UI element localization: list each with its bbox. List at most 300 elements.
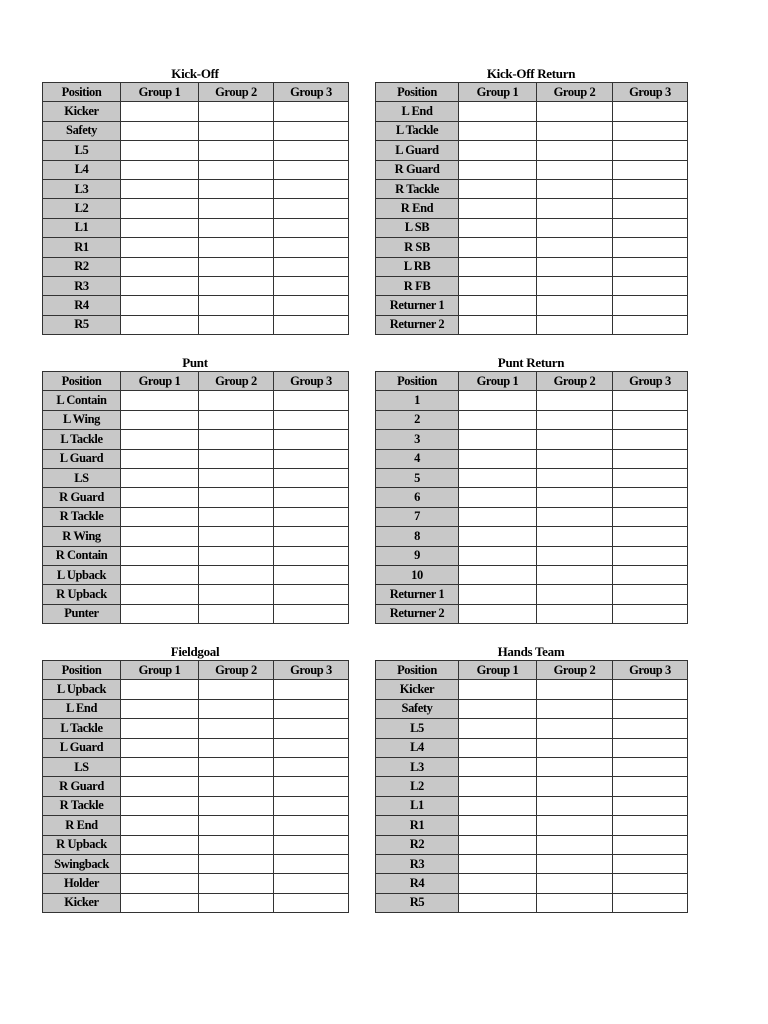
table-row <box>376 874 688 893</box>
group-2-cell[interactable] <box>199 893 274 912</box>
column-header: Group 3 <box>613 661 688 680</box>
group-2-cell[interactable] <box>199 199 274 218</box>
group-2-cell[interactable] <box>199 835 274 854</box>
group-3-cell[interactable] <box>274 238 349 257</box>
group-3-cell[interactable] <box>274 218 349 237</box>
group-2-cell[interactable] <box>199 315 274 334</box>
group-2-cell[interactable] <box>537 449 613 468</box>
group-3-cell[interactable] <box>274 565 349 584</box>
group-3-cell[interactable] <box>274 546 349 565</box>
position-label: Safety <box>376 699 459 718</box>
group-3-cell[interactable] <box>274 507 349 526</box>
group-3-cell[interactable] <box>613 391 688 410</box>
position-label: Swingback <box>43 854 121 873</box>
group-2-cell[interactable] <box>537 121 613 140</box>
position-label: L2 <box>43 199 121 218</box>
group-1-cell[interactable] <box>121 296 199 315</box>
column-header: Group 3 <box>274 83 349 102</box>
group-2-cell[interactable] <box>537 218 613 237</box>
group-1-cell[interactable] <box>121 391 199 410</box>
group-1-cell[interactable] <box>121 179 199 198</box>
group-2-cell[interactable] <box>537 777 613 796</box>
group-1-cell[interactable] <box>121 141 199 160</box>
group-2-cell[interactable] <box>537 141 613 160</box>
group-2-cell[interactable] <box>537 276 613 295</box>
group-1-cell[interactable] <box>459 179 537 198</box>
group-2-cell[interactable] <box>199 527 274 546</box>
group-2-cell[interactable] <box>537 893 613 912</box>
group-1-cell[interactable] <box>121 777 199 796</box>
table-row <box>43 430 349 449</box>
position-label: R Guard <box>376 160 459 179</box>
header-row <box>43 83 349 102</box>
group-2-cell[interactable] <box>199 854 274 873</box>
group-2-cell[interactable] <box>537 199 613 218</box>
group-1-cell[interactable] <box>121 546 199 565</box>
group-3-cell[interactable] <box>274 141 349 160</box>
group-3-cell[interactable] <box>613 121 688 140</box>
group-3-cell[interactable] <box>613 585 688 604</box>
group-1-cell[interactable] <box>459 585 537 604</box>
group-1-cell[interactable] <box>459 296 537 315</box>
group-3-cell[interactable] <box>613 449 688 468</box>
group-1-cell[interactable] <box>459 238 537 257</box>
group-2-cell[interactable] <box>537 391 613 410</box>
punt-return-table <box>375 371 688 624</box>
group-2-cell[interactable] <box>537 238 613 257</box>
position-label: 6 <box>376 488 459 507</box>
table-row <box>43 488 349 507</box>
table-row <box>376 257 688 276</box>
group-2-cell[interactable] <box>199 449 274 468</box>
column-header: Group 1 <box>459 372 537 391</box>
group-2-cell[interactable] <box>537 874 613 893</box>
group-1-cell[interactable] <box>121 410 199 429</box>
position-label: Punter <box>43 604 121 623</box>
group-2-cell[interactable] <box>537 546 613 565</box>
group-3-cell[interactable] <box>613 468 688 487</box>
group-2-cell[interactable] <box>199 102 274 121</box>
group-3-cell[interactable] <box>613 893 688 912</box>
column-header: Group 1 <box>459 83 537 102</box>
group-2-cell[interactable] <box>199 719 274 738</box>
group-3-cell[interactable] <box>613 257 688 276</box>
group-1-cell[interactable] <box>121 276 199 295</box>
position-label: R5 <box>376 893 459 912</box>
group-2-cell[interactable] <box>199 507 274 526</box>
group-3-cell[interactable] <box>274 527 349 546</box>
group-1-cell[interactable] <box>121 854 199 873</box>
group-3-cell[interactable] <box>274 488 349 507</box>
group-3-cell[interactable] <box>274 121 349 140</box>
group-2-cell[interactable] <box>537 179 613 198</box>
group-1-cell[interactable] <box>459 893 537 912</box>
group-3-cell[interactable] <box>274 835 349 854</box>
group-2-cell[interactable] <box>537 160 613 179</box>
group-1-cell[interactable] <box>459 719 537 738</box>
group-1-cell[interactable] <box>459 276 537 295</box>
group-1-cell[interactable] <box>459 699 537 718</box>
column-header: Group 1 <box>121 83 199 102</box>
group-2-cell[interactable] <box>537 257 613 276</box>
table-row <box>43 565 349 584</box>
group-2-cell[interactable] <box>199 160 274 179</box>
group-3-cell[interactable] <box>274 738 349 757</box>
group-3-cell[interactable] <box>613 757 688 776</box>
group-2-cell[interactable] <box>199 604 274 623</box>
group-2-cell[interactable] <box>199 410 274 429</box>
punt-return-block <box>375 355 687 624</box>
table-row <box>43 527 349 546</box>
group-2-cell[interactable] <box>199 430 274 449</box>
column-header: Group 2 <box>537 83 613 102</box>
group-2-cell[interactable] <box>199 296 274 315</box>
group-1-cell[interactable] <box>121 315 199 334</box>
group-3-cell[interactable] <box>274 296 349 315</box>
group-1-cell[interactable] <box>121 430 199 449</box>
group-3-cell[interactable] <box>613 160 688 179</box>
position-label: R End <box>43 816 121 835</box>
position-label: R4 <box>376 874 459 893</box>
header-row <box>376 372 688 391</box>
group-3-cell[interactable] <box>274 199 349 218</box>
group-1-cell[interactable] <box>121 835 199 854</box>
group-2-cell[interactable] <box>199 757 274 776</box>
table-row <box>43 391 349 410</box>
position-label: R1 <box>43 238 121 257</box>
position-label: Returner 2 <box>376 604 459 623</box>
group-1-cell[interactable] <box>121 893 199 912</box>
group-3-cell[interactable] <box>613 719 688 738</box>
position-label: L1 <box>376 796 459 815</box>
group-3-cell[interactable] <box>274 719 349 738</box>
group-1-cell[interactable] <box>121 796 199 815</box>
group-2-cell[interactable] <box>199 121 274 140</box>
table-row <box>376 410 688 429</box>
group-2-cell[interactable] <box>537 680 613 699</box>
position-label: L3 <box>376 757 459 776</box>
group-2-cell[interactable] <box>199 257 274 276</box>
group-3-cell[interactable] <box>613 102 688 121</box>
group-1-cell[interactable] <box>121 757 199 776</box>
group-1-cell[interactable] <box>459 565 537 584</box>
group-3-cell[interactable] <box>274 179 349 198</box>
group-2-cell[interactable] <box>199 680 274 699</box>
kickoff-return-title: Kick-Off Return <box>486 66 576 81</box>
table-row <box>376 218 688 237</box>
group-2-cell[interactable] <box>199 796 274 815</box>
group-1-cell[interactable] <box>459 257 537 276</box>
position-label: Kicker <box>43 102 121 121</box>
table-row <box>376 604 688 623</box>
group-2-cell[interactable] <box>537 565 613 584</box>
group-3-cell[interactable] <box>274 410 349 429</box>
header-row <box>43 372 349 391</box>
group-2-cell[interactable] <box>537 796 613 815</box>
group-3-cell[interactable] <box>613 276 688 295</box>
group-3-cell[interactable] <box>274 276 349 295</box>
group-1-cell[interactable] <box>459 604 537 623</box>
group-3-cell[interactable] <box>274 430 349 449</box>
group-2-cell[interactable] <box>537 468 613 487</box>
position-label: L Wing <box>43 410 121 429</box>
table-row <box>376 276 688 295</box>
group-1-cell[interactable] <box>121 160 199 179</box>
group-1-cell[interactable] <box>459 527 537 546</box>
group-3-cell[interactable] <box>613 410 688 429</box>
position-label: 10 <box>376 565 459 584</box>
group-2-cell[interactable] <box>537 488 613 507</box>
group-2-cell[interactable] <box>537 585 613 604</box>
group-3-cell[interactable] <box>274 816 349 835</box>
group-3-cell[interactable] <box>274 893 349 912</box>
group-3-cell[interactable] <box>274 874 349 893</box>
kickoff-table <box>42 82 349 335</box>
column-header: Group 2 <box>537 661 613 680</box>
group-2-cell[interactable] <box>537 719 613 738</box>
group-3-cell[interactable] <box>274 449 349 468</box>
group-1-cell[interactable] <box>121 719 199 738</box>
table-row <box>43 218 349 237</box>
position-label: R Wing <box>43 527 121 546</box>
group-1-cell[interactable] <box>459 680 537 699</box>
column-header: Position <box>43 83 121 102</box>
position-label: L Contain <box>43 391 121 410</box>
table-row <box>376 546 688 565</box>
group-3-cell[interactable] <box>613 507 688 526</box>
position-label: L1 <box>43 218 121 237</box>
group-1-cell[interactable] <box>459 121 537 140</box>
group-1-cell[interactable] <box>121 874 199 893</box>
group-3-cell[interactable] <box>274 468 349 487</box>
group-2-cell[interactable] <box>199 488 274 507</box>
group-1-cell[interactable] <box>121 238 199 257</box>
position-label: R2 <box>376 835 459 854</box>
group-3-cell[interactable] <box>274 680 349 699</box>
group-1-cell[interactable] <box>121 199 199 218</box>
group-2-cell[interactable] <box>199 141 274 160</box>
group-1-cell[interactable] <box>459 757 537 776</box>
group-1-cell[interactable] <box>459 315 537 334</box>
table-row <box>43 296 349 315</box>
group-1-cell[interactable] <box>459 546 537 565</box>
position-label: R1 <box>376 816 459 835</box>
group-3-cell[interactable] <box>613 854 688 873</box>
group-3-cell[interactable] <box>613 141 688 160</box>
group-1-cell[interactable] <box>121 738 199 757</box>
group-2-cell[interactable] <box>199 738 274 757</box>
group-1-cell[interactable] <box>459 816 537 835</box>
column-header: Group 1 <box>459 661 537 680</box>
group-2-cell[interactable] <box>199 699 274 718</box>
group-1-cell[interactable] <box>459 796 537 815</box>
group-3-cell[interactable] <box>274 854 349 873</box>
group-2-cell[interactable] <box>199 565 274 584</box>
group-3-cell[interactable] <box>613 699 688 718</box>
group-3-cell[interactable] <box>613 199 688 218</box>
group-2-cell[interactable] <box>537 699 613 718</box>
position-label: L5 <box>43 141 121 160</box>
punt-title: Punt <box>182 355 208 370</box>
position-label: R Guard <box>43 777 121 796</box>
group-2-cell[interactable] <box>199 546 274 565</box>
group-1-cell[interactable] <box>459 488 537 507</box>
group-3-cell[interactable] <box>274 699 349 718</box>
group-3-cell[interactable] <box>274 777 349 796</box>
group-2-cell[interactable] <box>537 816 613 835</box>
column-header: Group 2 <box>537 372 613 391</box>
table-row <box>43 468 349 487</box>
group-1-cell[interactable] <box>121 218 199 237</box>
group-3-cell[interactable] <box>613 430 688 449</box>
group-1-cell[interactable] <box>459 874 537 893</box>
group-3-cell[interactable] <box>274 160 349 179</box>
group-2-cell[interactable] <box>537 738 613 757</box>
position-label: Kicker <box>43 893 121 912</box>
group-3-cell[interactable] <box>274 391 349 410</box>
table-row <box>43 604 349 623</box>
group-2-cell[interactable] <box>199 585 274 604</box>
position-label: Safety <box>43 121 121 140</box>
group-2-cell[interactable] <box>537 757 613 776</box>
group-2-cell[interactable] <box>537 527 613 546</box>
position-label: 2 <box>376 410 459 429</box>
table-row <box>43 238 349 257</box>
group-1-cell[interactable] <box>121 257 199 276</box>
group-3-cell[interactable] <box>613 796 688 815</box>
group-1-cell[interactable] <box>459 738 537 757</box>
group-3-cell[interactable] <box>274 315 349 334</box>
table-row <box>376 102 688 121</box>
table-row <box>376 391 688 410</box>
group-2-cell[interactable] <box>537 410 613 429</box>
group-2-cell[interactable] <box>199 777 274 796</box>
table-row <box>43 315 349 334</box>
table-row <box>43 585 349 604</box>
position-label: R Tackle <box>43 507 121 526</box>
group-1-cell[interactable] <box>121 507 199 526</box>
group-3-cell[interactable] <box>274 102 349 121</box>
group-3-cell[interactable] <box>613 546 688 565</box>
group-3-cell[interactable] <box>613 680 688 699</box>
group-2-cell[interactable] <box>199 391 274 410</box>
group-3-cell[interactable] <box>613 238 688 257</box>
hands-team-block <box>375 644 687 913</box>
group-1-cell[interactable] <box>459 199 537 218</box>
group-2-cell[interactable] <box>537 854 613 873</box>
group-1-cell[interactable] <box>459 507 537 526</box>
group-1-cell[interactable] <box>459 777 537 796</box>
group-3-cell[interactable] <box>613 527 688 546</box>
group-2-cell[interactable] <box>537 430 613 449</box>
group-3-cell[interactable] <box>613 777 688 796</box>
position-label: L RB <box>376 257 459 276</box>
group-3-cell[interactable] <box>274 585 349 604</box>
table-row <box>43 449 349 468</box>
group-2-cell[interactable] <box>199 468 274 487</box>
group-1-cell[interactable] <box>121 488 199 507</box>
position-label: L3 <box>43 179 121 198</box>
group-1-cell[interactable] <box>459 430 537 449</box>
group-1-cell[interactable] <box>121 449 199 468</box>
fieldgoal-title: Fieldgoal <box>170 644 220 659</box>
group-1-cell[interactable] <box>121 699 199 718</box>
group-3-cell[interactable] <box>274 757 349 776</box>
group-3-cell[interactable] <box>613 488 688 507</box>
group-2-cell[interactable] <box>199 218 274 237</box>
group-3-cell[interactable] <box>613 565 688 584</box>
group-1-cell[interactable] <box>459 854 537 873</box>
table-row <box>376 296 688 315</box>
group-2-cell[interactable] <box>537 835 613 854</box>
group-1-cell[interactable] <box>459 218 537 237</box>
group-2-cell[interactable] <box>537 296 613 315</box>
group-3-cell[interactable] <box>613 218 688 237</box>
group-2-cell[interactable] <box>199 179 274 198</box>
group-1-cell[interactable] <box>459 835 537 854</box>
group-1-cell[interactable] <box>121 121 199 140</box>
group-2-cell[interactable] <box>537 604 613 623</box>
group-3-cell[interactable] <box>613 604 688 623</box>
group-1-cell[interactable] <box>459 160 537 179</box>
group-3-cell[interactable] <box>274 604 349 623</box>
group-1-cell[interactable] <box>121 527 199 546</box>
group-1-cell[interactable] <box>121 585 199 604</box>
group-3-cell[interactable] <box>613 296 688 315</box>
table-row <box>43 546 349 565</box>
group-1-cell[interactable] <box>121 565 199 584</box>
position-label: Returner 1 <box>376 585 459 604</box>
group-3-cell[interactable] <box>274 257 349 276</box>
group-1-cell[interactable] <box>459 449 537 468</box>
group-1-cell[interactable] <box>459 410 537 429</box>
group-3-cell[interactable] <box>613 179 688 198</box>
group-2-cell[interactable] <box>199 874 274 893</box>
table-row <box>43 738 349 757</box>
group-1-cell[interactable] <box>459 391 537 410</box>
group-1-cell[interactable] <box>121 816 199 835</box>
group-3-cell[interactable] <box>613 816 688 835</box>
column-header: Group 3 <box>613 83 688 102</box>
group-2-cell[interactable] <box>199 238 274 257</box>
table-row <box>43 141 349 160</box>
group-3-cell[interactable] <box>613 315 688 334</box>
table-row <box>376 430 688 449</box>
column-header: Group 2 <box>199 83 274 102</box>
group-3-cell[interactable] <box>274 796 349 815</box>
group-1-cell[interactable] <box>459 468 537 487</box>
column-header: Position <box>43 661 121 680</box>
group-2-cell[interactable] <box>199 816 274 835</box>
group-1-cell[interactable] <box>121 102 199 121</box>
position-label: R Tackle <box>43 796 121 815</box>
group-2-cell[interactable] <box>537 507 613 526</box>
table-row <box>376 507 688 526</box>
group-2-cell[interactable] <box>537 315 613 334</box>
group-3-cell[interactable] <box>613 738 688 757</box>
group-1-cell[interactable] <box>121 468 199 487</box>
column-header: Group 1 <box>121 661 199 680</box>
group-1-cell[interactable] <box>121 680 199 699</box>
group-3-cell[interactable] <box>613 874 688 893</box>
punt-return-title: Punt Return <box>497 355 565 370</box>
group-1-cell[interactable] <box>459 141 537 160</box>
group-1-cell[interactable] <box>459 102 537 121</box>
group-2-cell[interactable] <box>199 276 274 295</box>
group-2-cell[interactable] <box>537 102 613 121</box>
group-3-cell[interactable] <box>613 835 688 854</box>
group-1-cell[interactable] <box>121 604 199 623</box>
